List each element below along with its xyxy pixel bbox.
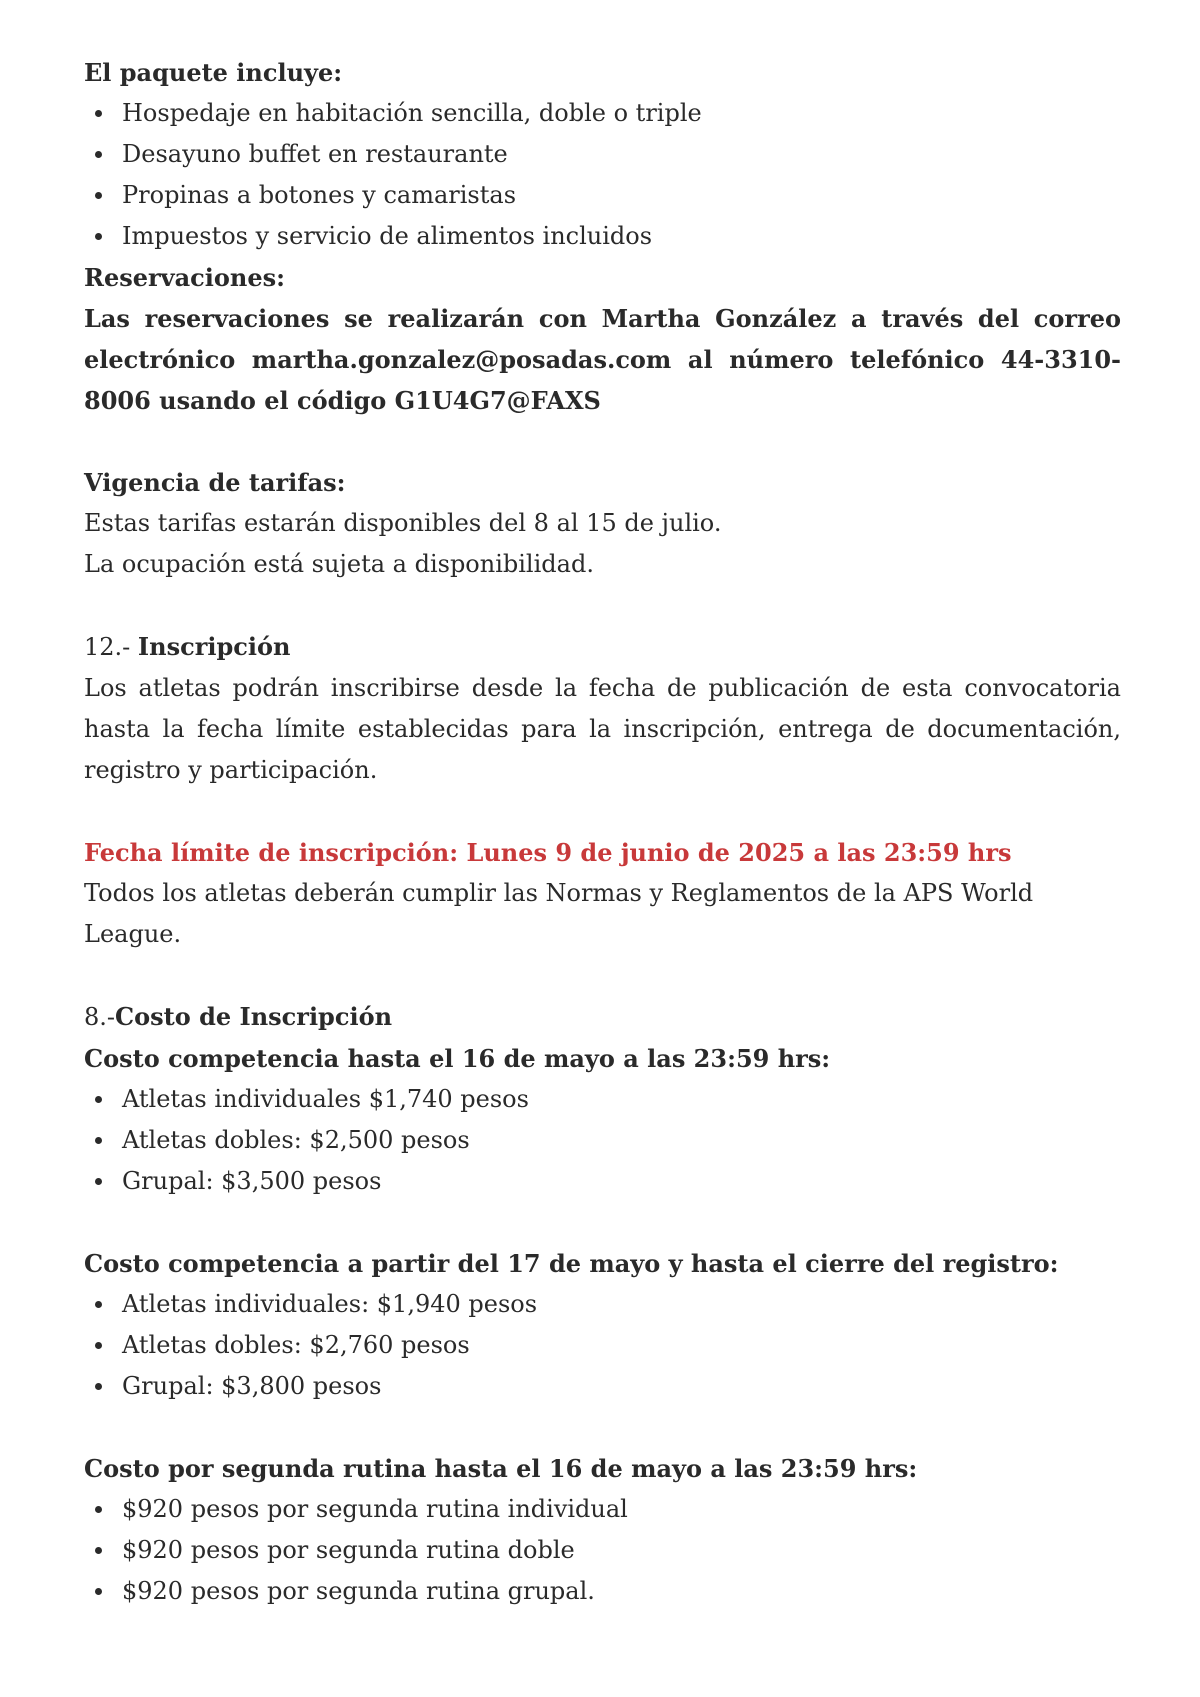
bullet-icon [95, 1383, 102, 1390]
list-item-text: $920 pesos por segunda rutina individual [122, 1495, 628, 1523]
bullet-icon [95, 192, 102, 199]
costo-heading [84, 996, 1121, 1038]
inscripcion-heading [84, 626, 1121, 668]
inscripcion-text: Los atletas podrán inscribirse desde la fecha de publicación de esta convocatoria hasta la fecha límite establecidas para la inscripción, entrega de documentación, registro y participación. [84, 674, 1121, 784]
list-item [84, 216, 1121, 257]
vigencia-line-1: Estas tarifas estarán disponibles del 8 al 15 de julio. [84, 509, 722, 537]
spacer [84, 1202, 1121, 1243]
bullet-icon [95, 1342, 102, 1349]
list-item-text: Grupal: $3,800 pesos [122, 1372, 382, 1400]
bullet-icon [95, 1096, 102, 1103]
list-item-text: Impuestos y servicio de alimentos incluidos [122, 222, 653, 250]
list-item [84, 1571, 1121, 1612]
bullet-icon [95, 1506, 102, 1513]
costo-late-heading: Costo competencia a partir del 17 de mayo y hasta el cierre del registro: [84, 1249, 1059, 1278]
costo-early-heading: Costo competencia hasta el 16 de mayo a las 23:59 hrs: [84, 1044, 831, 1073]
list-item [84, 1120, 1121, 1161]
list-item [84, 175, 1121, 216]
bullet-icon [95, 233, 102, 240]
vigencia-line-2: La ocupación está sujeta a disponibilidad. [84, 550, 594, 578]
bullet-icon [95, 1178, 102, 1185]
inscripcion-number: 12.- [84, 633, 131, 661]
spacer [84, 955, 1121, 996]
paquete-list [84, 93, 1121, 257]
list-item [84, 1079, 1121, 1120]
document-page [84, 52, 1121, 1612]
list-item-text: Hospedaje en habitación sencilla, doble o triple [122, 99, 702, 127]
list-item [84, 1489, 1121, 1530]
bullet-icon [95, 151, 102, 158]
list-item [84, 1284, 1121, 1325]
list-item-text: Atletas dobles: $2,760 pesos [122, 1331, 470, 1359]
reservaciones-heading: Reservaciones: [84, 263, 285, 292]
vigencia-heading: Vigencia de tarifas: [84, 468, 346, 497]
list-item [84, 1366, 1121, 1407]
bullet-icon [95, 1301, 102, 1308]
costo-title: Costo de Inscripción [115, 1002, 393, 1031]
list-item-text: Atletas individuales: $1,940 pesos [122, 1290, 538, 1318]
deadline-notice: Fecha límite de inscripción: Lunes 9 de junio de 2025 a las 23:59 hrs [84, 838, 1012, 867]
bullet-icon [95, 110, 102, 117]
costo-early-list [84, 1079, 1121, 1202]
list-item-text: Grupal: $3,500 pesos [122, 1167, 382, 1195]
costo-second-heading: Costo por segunda rutina hasta el 16 de mayo a las 23:59 hrs: [84, 1454, 918, 1483]
bullet-icon [95, 1547, 102, 1554]
rules-text: Todos los atletas deberán cumplir las Normas y Reglamentos de la APS World League. [84, 879, 1034, 948]
list-item-text: Desayuno buffet en restaurante [122, 140, 508, 168]
list-item [84, 134, 1121, 175]
costo-number: 8.- [84, 1003, 116, 1031]
reservaciones-text: Las reservaciones se realizarán con Martha González a través del correo electrónico martha.gonzalez@posadas.com al número telefónico 44-3310- 8006 usando el código G1U4G7@FAXS [84, 304, 1121, 415]
costo-late-list [84, 1284, 1121, 1407]
paquete-heading: El paquete incluye: [84, 58, 343, 87]
costo-second-list [84, 1489, 1121, 1612]
list-item [84, 93, 1121, 134]
list-item-text: Atletas dobles: $2,500 pesos [122, 1126, 470, 1154]
spacer [84, 421, 1121, 462]
list-item-text: $920 pesos por segunda rutina doble [122, 1536, 575, 1564]
bullet-icon [95, 1137, 102, 1144]
spacer [84, 791, 1121, 832]
list-item-text: Propinas a botones y camaristas [122, 181, 517, 209]
inscripcion-title: Inscripción [137, 632, 291, 661]
bullet-icon [95, 1588, 102, 1595]
list-item [84, 1325, 1121, 1366]
spacer [84, 1407, 1121, 1448]
list-item-text: $920 pesos por segunda rutina grupal. [122, 1577, 595, 1605]
list-item [84, 1530, 1121, 1571]
list-item-text: Atletas individuales $1,740 pesos [122, 1085, 529, 1113]
list-item [84, 1161, 1121, 1202]
spacer [84, 585, 1121, 626]
